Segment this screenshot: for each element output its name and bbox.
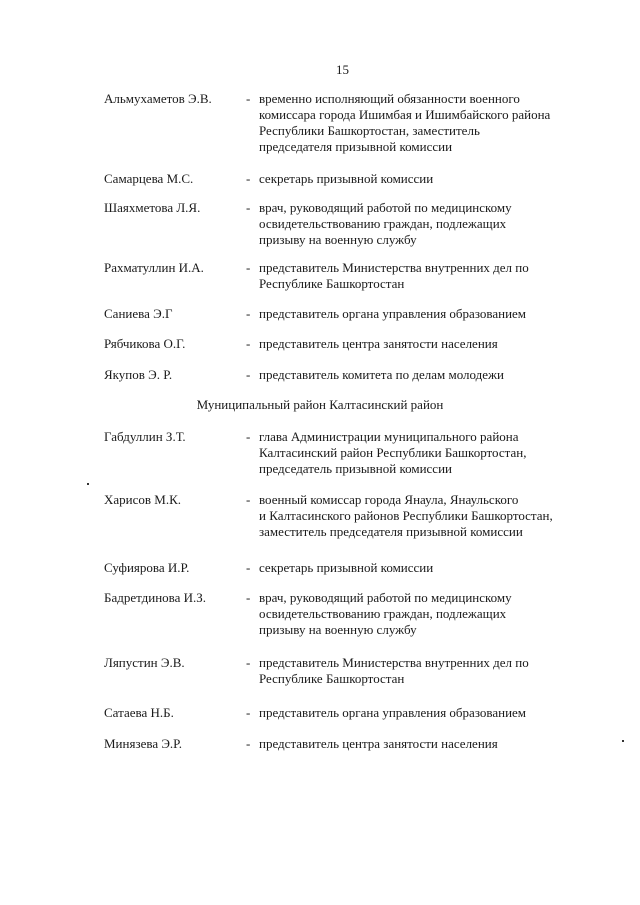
dash: - xyxy=(246,560,251,575)
member-role: представитель Министерства внутренних дел по Республике Башкортостан xyxy=(259,655,529,686)
member-role: секретарь призывной комиссии xyxy=(259,171,434,186)
member-role: глава Администрации муниципального района Калтасинский район Республики Башкортостан, председатель призывной комиссии xyxy=(259,429,527,476)
dash: - xyxy=(246,367,251,382)
member-name: Рахматуллин И.А. xyxy=(104,260,204,275)
scan-speck xyxy=(622,740,624,742)
dash: - xyxy=(246,736,251,751)
section-title: Муниципальный район Калтасинский район xyxy=(196,397,444,412)
member-role: военный комиссар города Янаула, Янаульского и Калтасинского районов Республики Башкортостан, заместитель председателя призывной комиссии xyxy=(259,492,553,539)
dash: - xyxy=(246,705,251,720)
dash: - xyxy=(246,306,251,321)
member-name: Суфиярова И.Р. xyxy=(104,560,190,575)
dash: - xyxy=(246,492,251,507)
member-role: представитель органа управления образованием xyxy=(259,306,527,321)
member-role: представитель центра занятости населения xyxy=(259,736,498,751)
dash: - xyxy=(246,429,251,444)
member-role: представитель комитета по делам молодежи xyxy=(259,367,504,382)
member-name: Альмухаметов Э.В. xyxy=(104,91,212,106)
member-name: Саниева Э.Г xyxy=(104,306,173,321)
dash: - xyxy=(246,336,251,351)
member-role: секретарь призывной комиссии xyxy=(259,560,434,575)
dash: - xyxy=(246,171,251,186)
dash: - xyxy=(246,91,251,106)
dash: - xyxy=(246,200,251,215)
member-name: Харисов М.К. xyxy=(104,492,182,507)
member-name: Сатаева Н.Б. xyxy=(104,705,174,720)
member-name: Якупов Э. Р. xyxy=(104,367,173,382)
dash: - xyxy=(246,590,251,605)
member-role: представитель центра занятости населения xyxy=(259,336,498,351)
member-role: временно исполняющий обязанности военного комиссара города Ишимбая и Ишимбайского района Республики Башкортостан, заместитель председателя призывной комиссии xyxy=(259,91,551,154)
scan-speck xyxy=(87,483,89,485)
member-role: врач, руководящий работой по медицинскому освидетельствованию граждан, подлежащих призыву на военную службу xyxy=(259,200,512,247)
member-name: Ляпустин Э.В. xyxy=(104,655,185,670)
member-role: представитель Министерства внутренних дел по Республике Башкортостан xyxy=(259,260,529,291)
member-name: Шаяхметова Л.Я. xyxy=(104,200,201,215)
dash: - xyxy=(246,655,251,670)
member-name: Габдуллин З.Т. xyxy=(104,429,186,444)
dash: - xyxy=(246,260,251,275)
member-name: Минязева Э.Р. xyxy=(104,736,183,751)
member-name: Рябчикова О.Г. xyxy=(104,336,186,351)
member-role: врач, руководящий работой по медицинскому освидетельствованию граждан, подлежащих призыву на военную службу xyxy=(259,590,512,637)
page-number: 15 xyxy=(336,62,349,77)
member-name: Самарцева М.С. xyxy=(104,171,194,186)
member-role: представитель органа управления образованием xyxy=(259,705,527,720)
member-name: Бадретдинова И.З. xyxy=(104,590,207,605)
